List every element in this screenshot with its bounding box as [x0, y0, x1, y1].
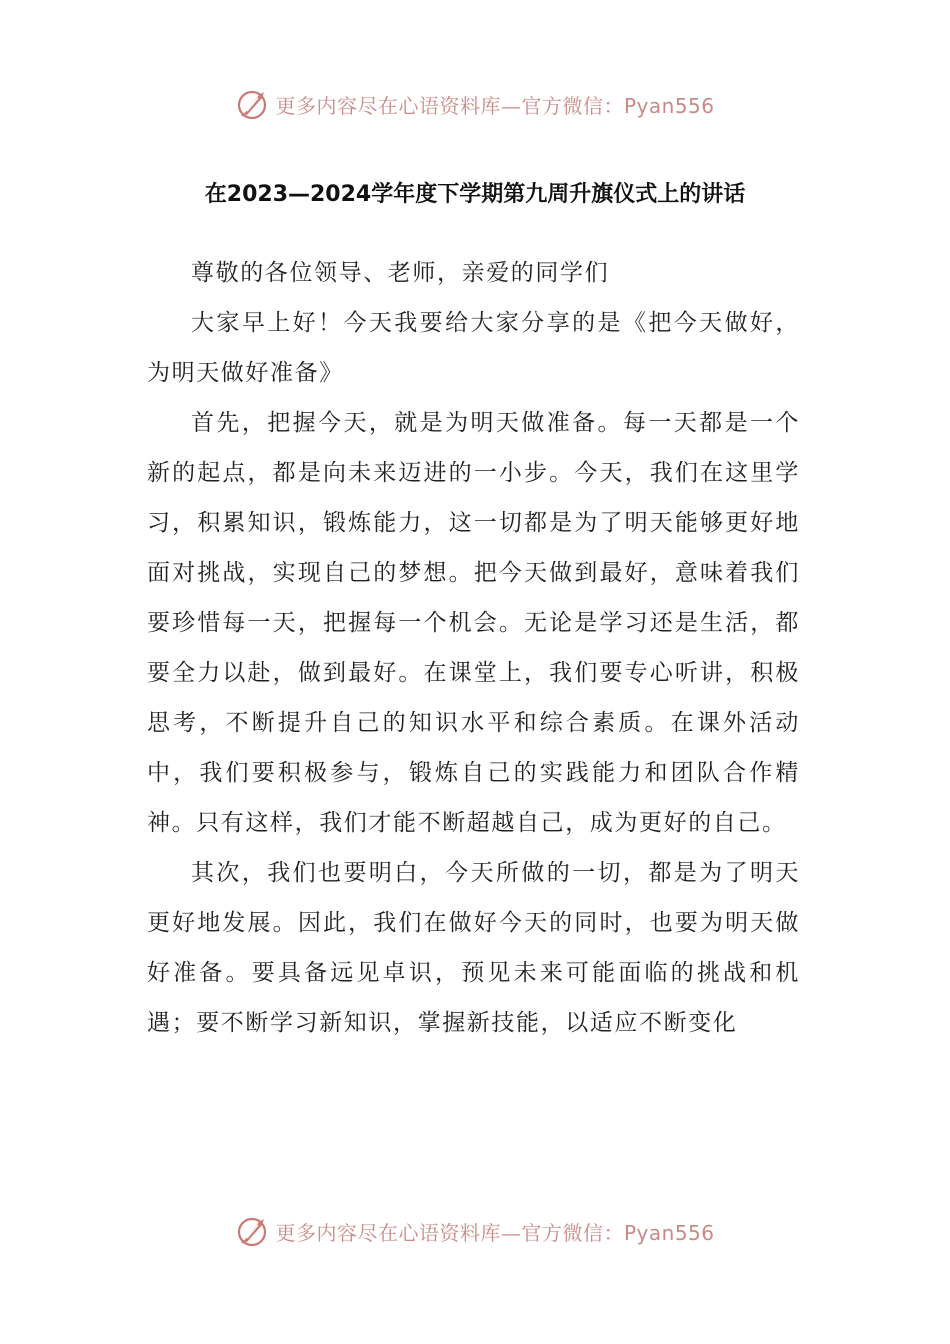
body-paragraph: 首先，把握今天，就是为明天做准备。每一天都是一个新的起点，都是向未来迈进的一小步。今天，我们在这里学习，积累知识，锻炼能力，这一切都是为了明天能够更好地面对挑战，实现自己的梦想。把今天做到最好，意味着我们要珍惜每一天，把握每一个机会。无论是学习还是生活，都要全力以赴，做到最好。在课堂上，我们要专心听讲，积极思考，不断提升自己的知识水平和综合素质。在课外活动中，我们要积极参与，锻炼自己的实践能力和团队合作精神。只有这样，我们才能不断超越自己，成为更好的自己。	[147, 410, 800, 836]
header-watermark	[0, 84, 950, 124]
greeting-paragraph: 大家早上好！今天我要给大家分享的是《把今天做好，为明天做好准备》	[147, 310, 800, 386]
quill-pen-logo-icon	[235, 1213, 271, 1249]
watermark-wechat-id: Pyan556	[623, 93, 715, 118]
watermark-text: 更多内容尽在心语资料库—官方微信：Pyan556	[275, 1220, 715, 1245]
document-body	[147, 248, 800, 1048]
watermark-wechat-id: Pyan556	[623, 1220, 715, 1245]
quill-pen-logo-icon	[235, 86, 271, 122]
document-title: 在2023—2024学年度下学期第九周升旗仪式上的讲话	[204, 182, 746, 207]
watermark-text: 更多内容尽在心语资料库—官方微信：Pyan556	[275, 93, 715, 118]
footer-watermark	[0, 1211, 950, 1251]
body-paragraph: 其次，我们也要明白，今天所做的一切，都是为了明天更好地发展。因此，我们在做好今天的同时，也要为明天做好准备。要具备远见卓识，预见未来可能面临的挑战和机遇；要不断学习新知识，掌握新技能，以适应不断变化	[147, 860, 800, 1036]
salutation-paragraph: 尊敬的各位领导、老师，亲爱的同学们	[191, 260, 610, 286]
